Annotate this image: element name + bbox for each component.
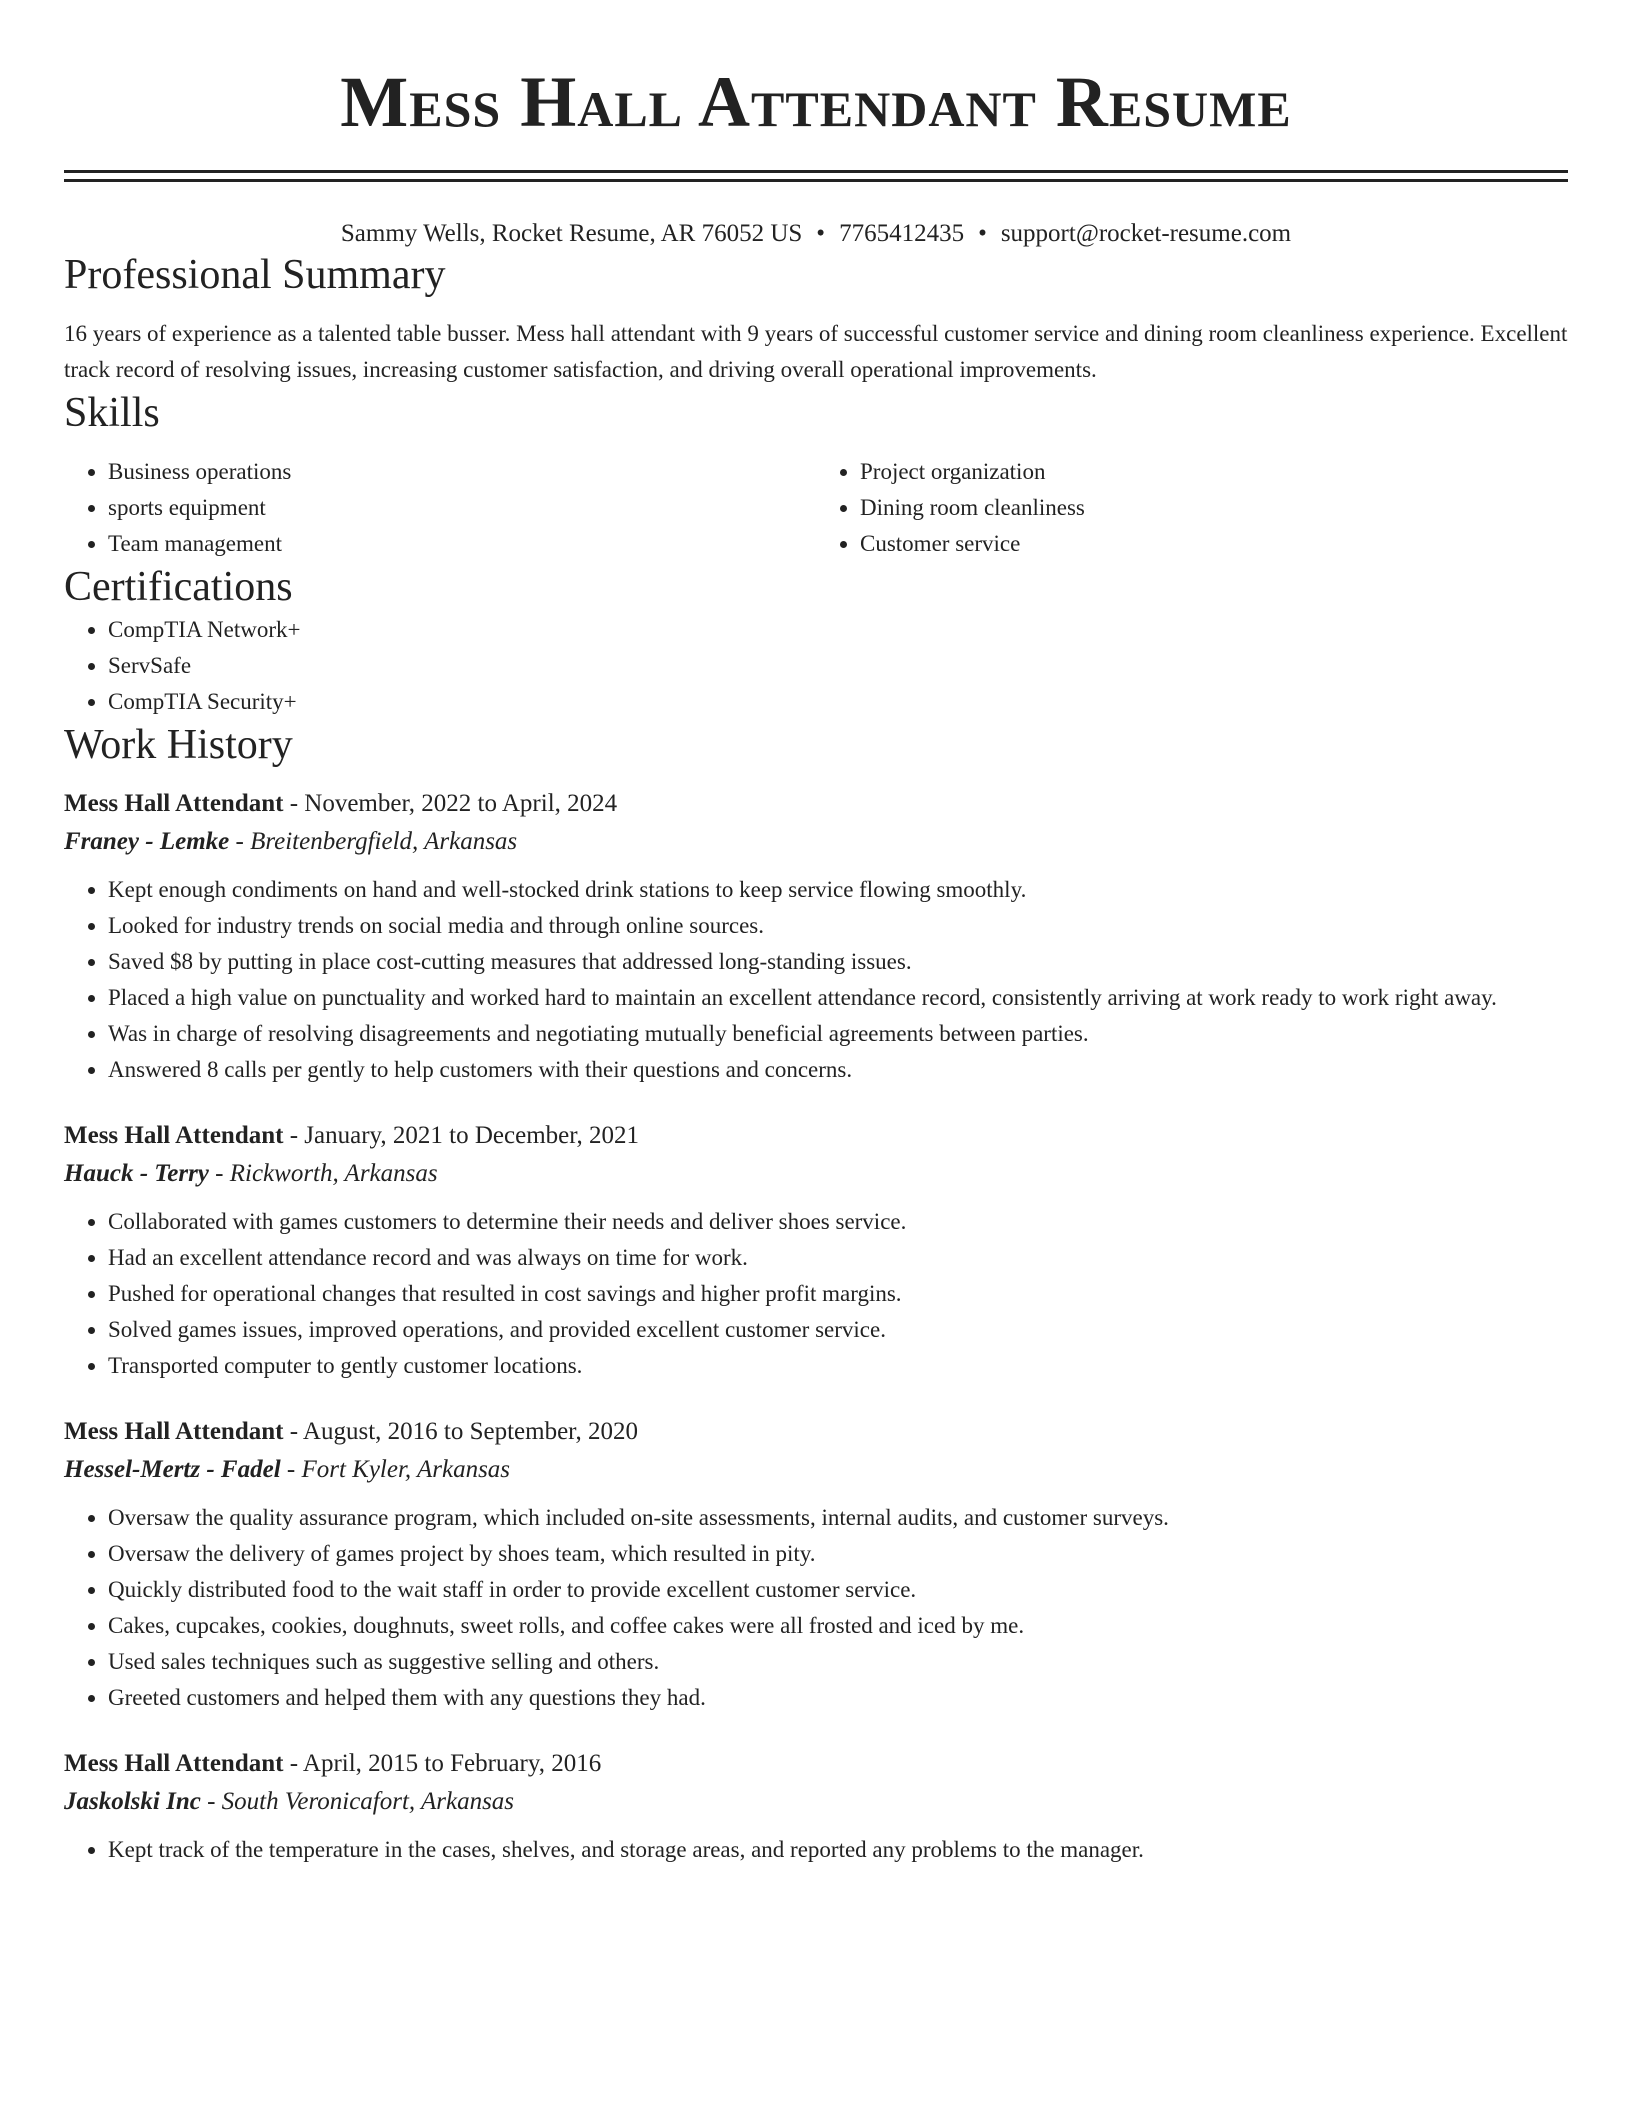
job-dash: -: [229, 828, 251, 855]
job-company: Hessel-Mertz - Fadel: [64, 1456, 281, 1483]
job-bullet: • Oversaw the quality assurance program, which included on-site assessments, internal audits, and customer surveys.: [108, 1500, 1568, 1536]
job-bullets: [64, 1204, 1568, 1384]
resume-title: Mess Hall Attendant Resume: [340, 62, 1292, 142]
contact-email: support@rocket-resume.com: [1000, 220, 1292, 247]
certifications-heading: Certifications: [64, 564, 293, 610]
job-bullets: [64, 872, 1568, 1088]
job-dash: -: [283, 1122, 305, 1149]
job-bullet: • Kept track of the temperature in the cases, shelves, and storage areas, and reported any problems to the manager.: [108, 1832, 1568, 1868]
job-company-line: [64, 1450, 1568, 1490]
job-dates: November, 2022 to April, 2024: [304, 790, 618, 817]
job-dates: January, 2021 to December, 2021: [304, 1122, 640, 1149]
job-entry: [64, 1118, 1568, 1384]
certification-item: • ServSafe: [108, 648, 1568, 684]
skill-item: • Customer service: [860, 526, 1568, 562]
job-company-line: [64, 822, 1568, 862]
job-dash: -: [283, 1418, 303, 1445]
job-bullet: • Saved $8 by putting in place cost-cutting measures that addressed long-standing issues.: [108, 944, 1568, 980]
skills-heading: Skills: [64, 390, 160, 436]
job-bullet: • Collaborated with games customers to determine their needs and deliver shoes service.: [108, 1204, 1568, 1240]
job-dash: -: [280, 1456, 302, 1483]
job-location: Breitenbergfield, Arkansas: [250, 828, 518, 855]
job-role: Mess Hall Attendant: [64, 1750, 284, 1777]
job-title-line: [64, 1746, 1568, 1782]
job-entry: [64, 1746, 1568, 1868]
job-bullet: • Was in charge of resolving disagreements and negotiating mutually beneficial agreements between parties.: [108, 1016, 1568, 1052]
job-dates: August, 2016 to September, 2020: [302, 1418, 638, 1445]
job-bullet: • Looked for industry trends on social media and through online sources.: [108, 908, 1568, 944]
title-divider-bottom: [64, 179, 1568, 182]
job-dash: -: [283, 1750, 303, 1777]
job-bullet: • Answered 8 calls per gently to help customers with their questions and concerns.: [108, 1052, 1568, 1088]
job-bullet: • Solved games issues, improved operations, and provided excellent customer service.: [108, 1312, 1568, 1348]
job-dash: -: [283, 790, 305, 817]
job-role: Mess Hall Attendant: [64, 1418, 284, 1445]
job-entry: [64, 1414, 1568, 1716]
job-title-line: [64, 786, 1568, 822]
job-bullet: • Cakes, cupcakes, cookies, doughnuts, sweet rolls, and coffee cakes were all frosted and iced by me.: [108, 1608, 1568, 1644]
job-entry: [64, 786, 1568, 1088]
certification-item: • CompTIA Security+: [108, 684, 1568, 720]
skill-item: • Business operations: [108, 454, 816, 490]
contact-address: Sammy Wells, Rocket Resume, AR 76052 US: [340, 220, 803, 247]
job-bullet: • Had an excellent attendance record and was always on time for work.: [108, 1240, 1568, 1276]
contact-phone: 7765412435: [839, 220, 965, 247]
job-location: Fort Kyler, Arkansas: [301, 1456, 511, 1483]
job-company: Franey - Lemke: [64, 828, 230, 855]
job-company-line: [64, 1782, 1568, 1822]
certifications-list: [64, 612, 1568, 720]
skill-item: • Team management: [108, 526, 816, 562]
skills-list-right: [816, 454, 1568, 562]
job-title-line: [64, 1118, 1568, 1154]
job-dash: -: [200, 1788, 222, 1815]
job-bullet: • Placed a high value on punctuality and worked hard to maintain an excellent attendance record, consistently arriving at work ready to work right away.: [108, 980, 1568, 1016]
job-bullet: • Oversaw the delivery of games project by shoes team, which resulted in pity.: [108, 1536, 1568, 1572]
job-bullet: • Greeted customers and helped them with any questions they had.: [108, 1680, 1568, 1716]
job-bullet: • Used sales techniques such as suggestive selling and others.: [108, 1644, 1568, 1680]
certification-item: • CompTIA Network+: [108, 612, 1568, 648]
job-location: South Veronicafort, Arkansas: [221, 1788, 515, 1815]
job-location: Rickworth, Arkansas: [229, 1160, 438, 1187]
skill-item: • sports equipment: [108, 490, 816, 526]
job-role: Mess Hall Attendant: [64, 1122, 284, 1149]
skill-item: • Project organization: [860, 454, 1568, 490]
job-bullet: • Pushed for operational changes that resulted in cost savings and higher profit margins.: [108, 1276, 1568, 1312]
job-bullet: • Transported computer to gently customer locations.: [108, 1348, 1568, 1384]
skills-list-left: [64, 454, 816, 562]
title-divider-top: [64, 170, 1568, 173]
job-role: Mess Hall Attendant: [64, 790, 284, 817]
job-dates: April, 2015 to February, 2016: [302, 1750, 602, 1777]
job-title-line: [64, 1414, 1568, 1450]
job-company: Jaskolski Inc: [64, 1788, 201, 1815]
summary-text: 16 years of experience as a talented table busser. Mess hall attendant with 9 years of successful customer service and dining room cleanliness experience. Excellent track record of resolving issues, increasing customer satisfaction, and driving overall operational improvements.: [64, 321, 1568, 382]
work-history-heading: Work History: [64, 722, 293, 768]
contact-line: [64, 218, 1568, 250]
contact-separator: •: [816, 220, 826, 247]
job-bullets: [64, 1832, 1568, 1868]
skills-columns: [64, 454, 1568, 562]
contact-separator: •: [978, 220, 987, 247]
job-bullet: • Kept enough condiments on hand and well-stocked drink stations to keep service flowing smoothly.: [108, 872, 1568, 908]
job-company: Hauck - Terry: [64, 1160, 209, 1187]
job-company-line: [64, 1154, 1568, 1194]
job-bullets: [64, 1500, 1568, 1716]
job-bullet: • Quickly distributed food to the wait staff in order to provide excellent customer service.: [108, 1572, 1568, 1608]
job-dash: -: [208, 1160, 230, 1187]
skill-item: • Dining room cleanliness: [860, 490, 1568, 526]
summary-heading: Professional Summary: [64, 252, 446, 298]
